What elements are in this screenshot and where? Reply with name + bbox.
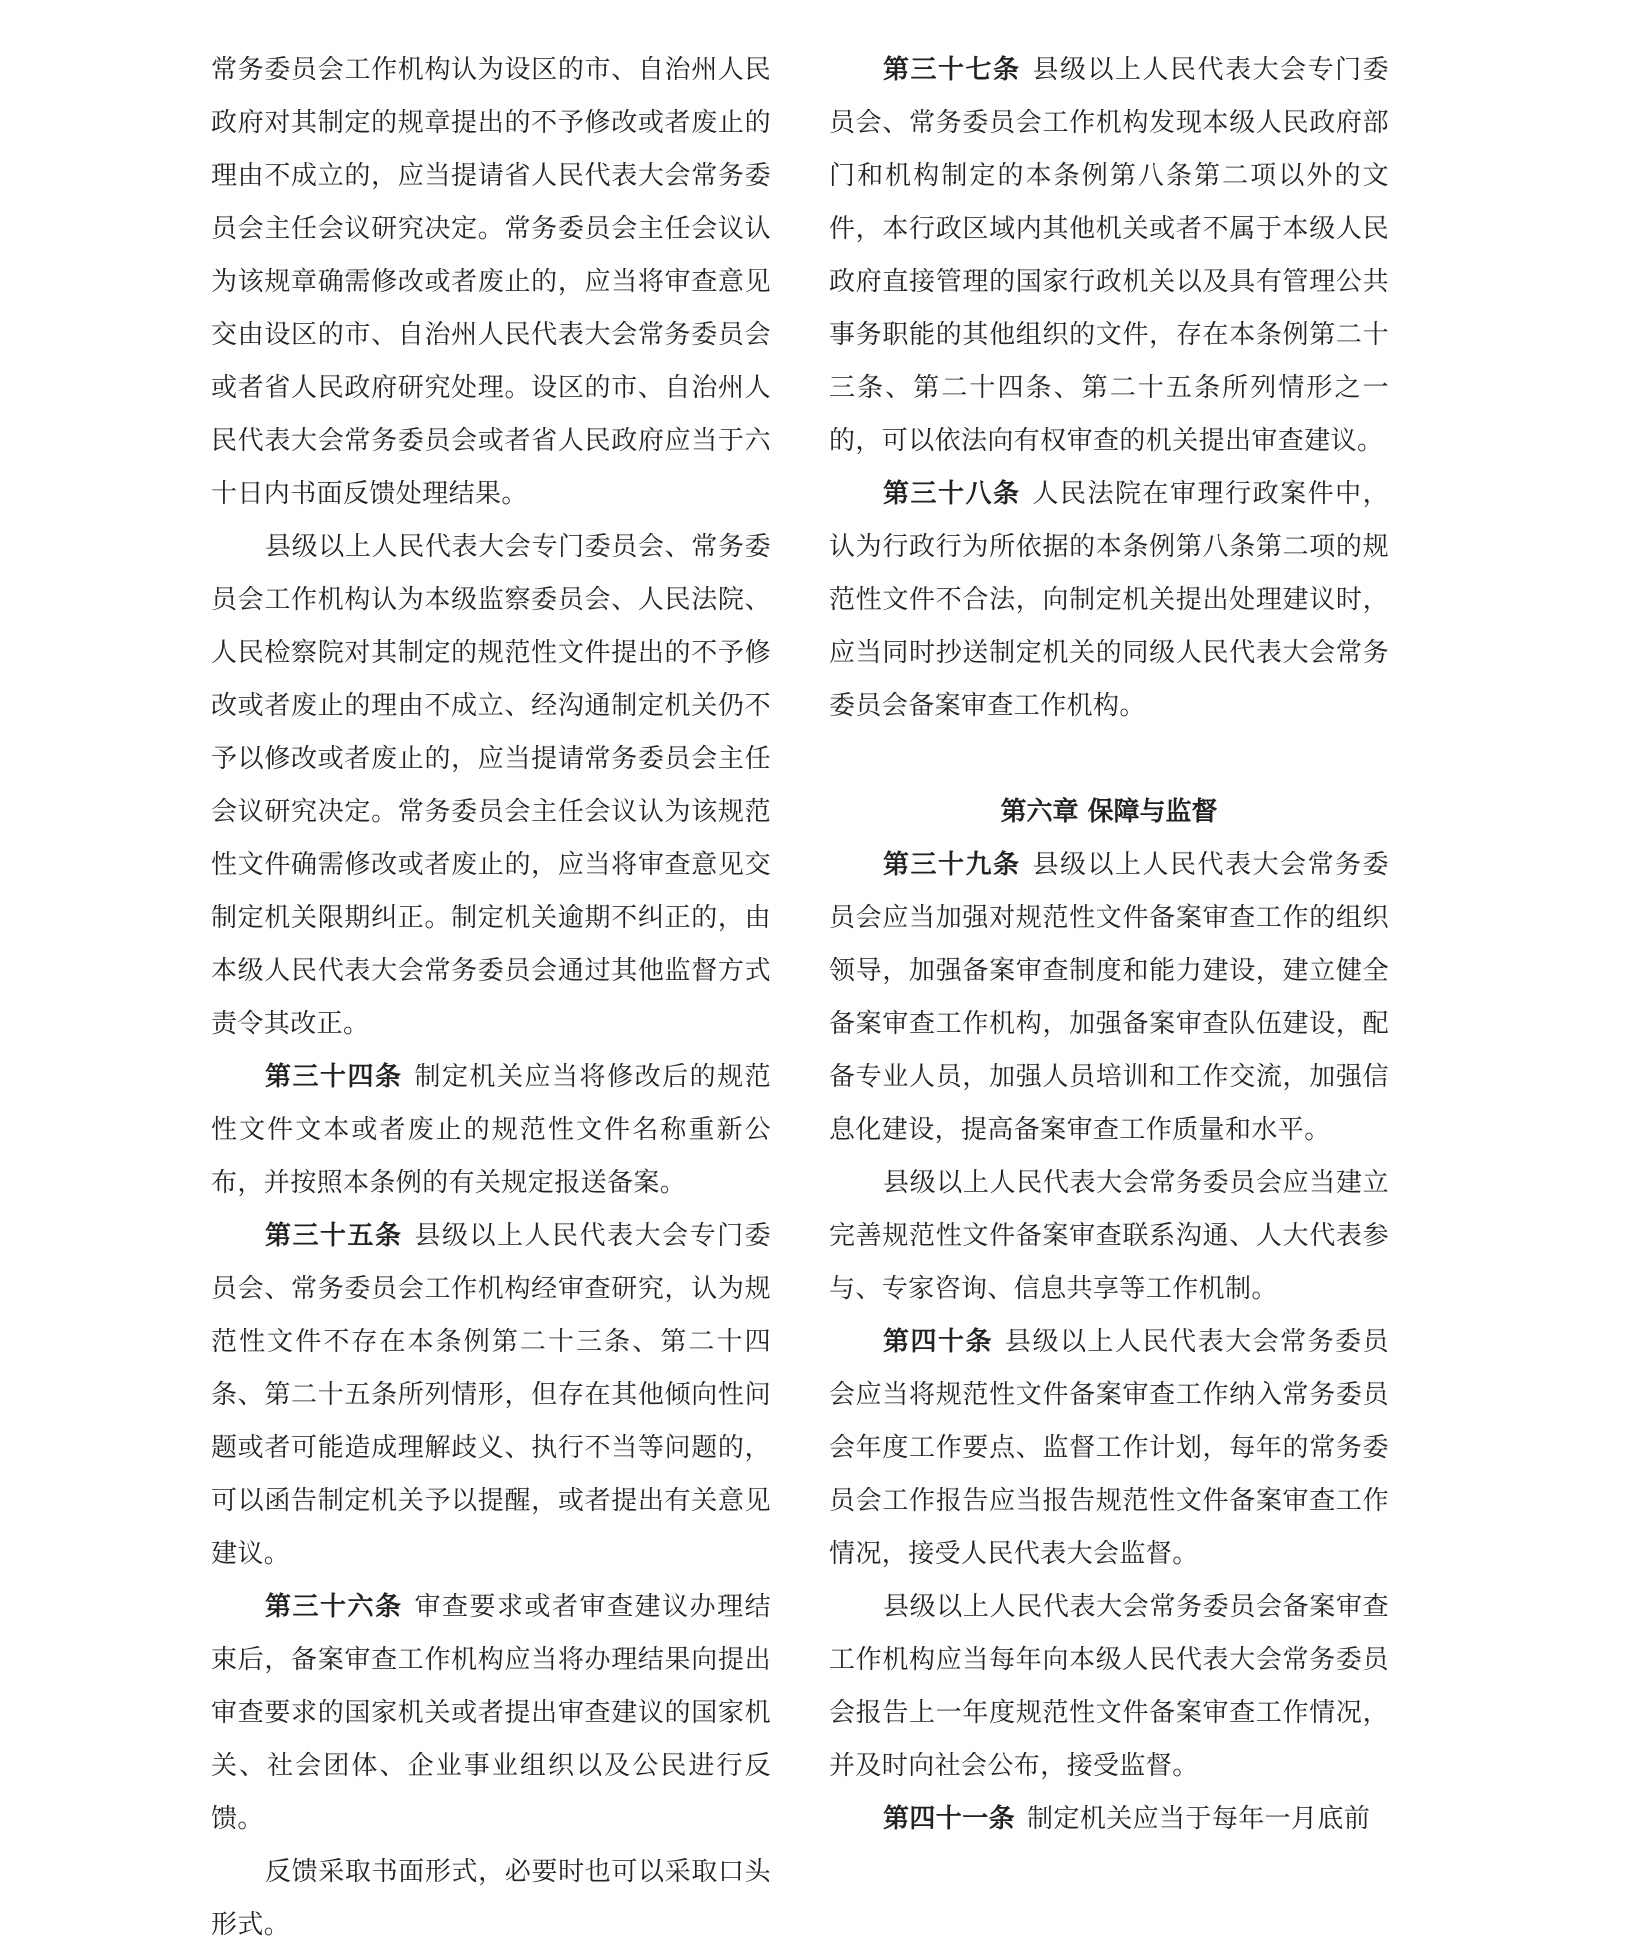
article-36 <box>211 1581 771 1846</box>
article-title: 第三十五条 <box>265 1221 403 1251</box>
article-41 <box>829 1793 1389 1846</box>
chapter-title: 第六章 保障与监督 <box>1000 797 1218 827</box>
right-column <box>829 44 1389 1846</box>
article-text: 制定机关应当将修改后的规范性文件文本或者废止的规范性文件名称重新公布，并按照本条例的有关规定报送备案。 <box>211 1062 771 1198</box>
paragraph: 反馈采取书面形式，必要时也可以采取口头形式。 <box>211 1857 771 1940</box>
article-37 <box>829 44 1389 468</box>
article-title: 第四十条 <box>883 1327 994 1357</box>
article-40 <box>829 1316 1389 1581</box>
article-title: 第三十六条 <box>265 1592 403 1622</box>
article-text: 制定机关应当于每年一月底前 <box>1027 1804 1371 1834</box>
article-title: 第三十九条 <box>883 850 1021 880</box>
article-title: 第三十四条 <box>265 1062 403 1092</box>
article-text: 审查要求或者审查建议办理结束后，备案审查工作机构应当将办理结果向提出审查要求的国家机关或者提出审查建议的国家机关、社会团体、企业事业组织以及公民进行反馈。 <box>211 1592 771 1834</box>
paragraph: 县级以上人民代表大会常务委员会应当建立完善规范性文件备案审查联系沟通、人大代表参与、专家咨询、信息共享等工作机制。 <box>829 1168 1389 1304</box>
article-title: 第四十一条 <box>883 1804 1016 1834</box>
article-text: 县级以上人民代表大会常务委员会应当加强对规范性文件备案审查工作的组织领导，加强备案审查制度和能力建设，建立健全备案审查工作机构，加强备案审查队伍建设，配备专业人员，加强人员培训和工作交流，加强信息化建设，提高备案审查工作质量和水平。 <box>829 850 1389 1145</box>
article-35 <box>211 1210 771 1581</box>
article-text: 县级以上人民代表大会常务委员会应当将规范性文件备案审查工作纳入常务委员会年度工作要点、监督工作计划，每年的常务委员会工作报告应当报告规范性文件备案审查工作情况，接受人民代表大会监督。 <box>829 1327 1389 1569</box>
paragraph: 县级以上人民代表大会常务委员会备案审查工作机构应当每年向本级人民代表大会常务委员会报告上一年度规范性文件备案审查工作情况，并及时向社会公布，接受监督。 <box>829 1592 1389 1781</box>
paragraph-continued: 常务委员会工作机构认为设区的市、自治州人民政府对其制定的规章提出的不予修改或者废止的理由不成立的，应当提请省人民代表大会常务委员会主任会议研究决定。常务委员会主任会议认为该规章确需修改或者废止的，应当将审查意见交由设区的市、自治州人民代表大会常务委员会或者省人民政府研究处理。设区的市、自治州人民代表大会常务委员会或者省人民政府应当于六十日内书面反馈处理结果。 <box>211 55 771 509</box>
article-39 <box>829 839 1389 1157</box>
article-title: 第三十七条 <box>883 55 1021 85</box>
article-text: 县级以上人民代表大会专门委员会、常务委员会工作机构发现本级人民政府部门和机构制定的本条例第八条第二项以外的文件，本行政区域内其他机关或者不属于本级人民政府直接管理的国家行政机关以及具有管理公共事务职能的其他组织的文件，存在本条例第二十三条、第二十四条、第二十五条所列情形之一的，可以依法向有权审查的机关提出审查建议。 <box>829 55 1389 456</box>
spacer <box>829 733 1389 786</box>
article-text: 人民法院在审理行政案件中，认为行政行为所依据的本条例第八条第二项的规范性文件不合法，向制定机关提出处理建议时，应当同时抄送制定机关的同级人民代表大会常务委员会备案审查工作机构。 <box>829 479 1389 721</box>
paragraph: 县级以上人民代表大会专门委员会、常务委员会工作机构认为本级监察委员会、人民法院、人民检察院对其制定的规范性文件提出的不予修改或者废止的理由不成立、经沟通制定机关仍不予以修改或者废止的，应当提请常务委员会主任会议研究决定。常务委员会主任会议认为该规范性文件确需修改或者废止的，应当将审查意见交制定机关限期纠正。制定机关逾期不纠正的，由本级人民代表大会常务委员会通过其他监督方式责令其改正。 <box>211 532 771 1039</box>
article-34 <box>211 1051 771 1210</box>
article-38 <box>829 468 1389 733</box>
left-column <box>211 44 771 1952</box>
article-title: 第三十八条 <box>883 479 1021 509</box>
article-text: 县级以上人民代表大会专门委员会、常务委员会工作机构经审查研究，认为规范性文件不存在本条例第二十三条、第二十四条、第二十五条所列情形，但存在其他倾向性问题或者可能造成理解歧义、执行不当等问题的，可以函告制定机关予以提醒，或者提出有关意见建议。 <box>211 1221 771 1569</box>
